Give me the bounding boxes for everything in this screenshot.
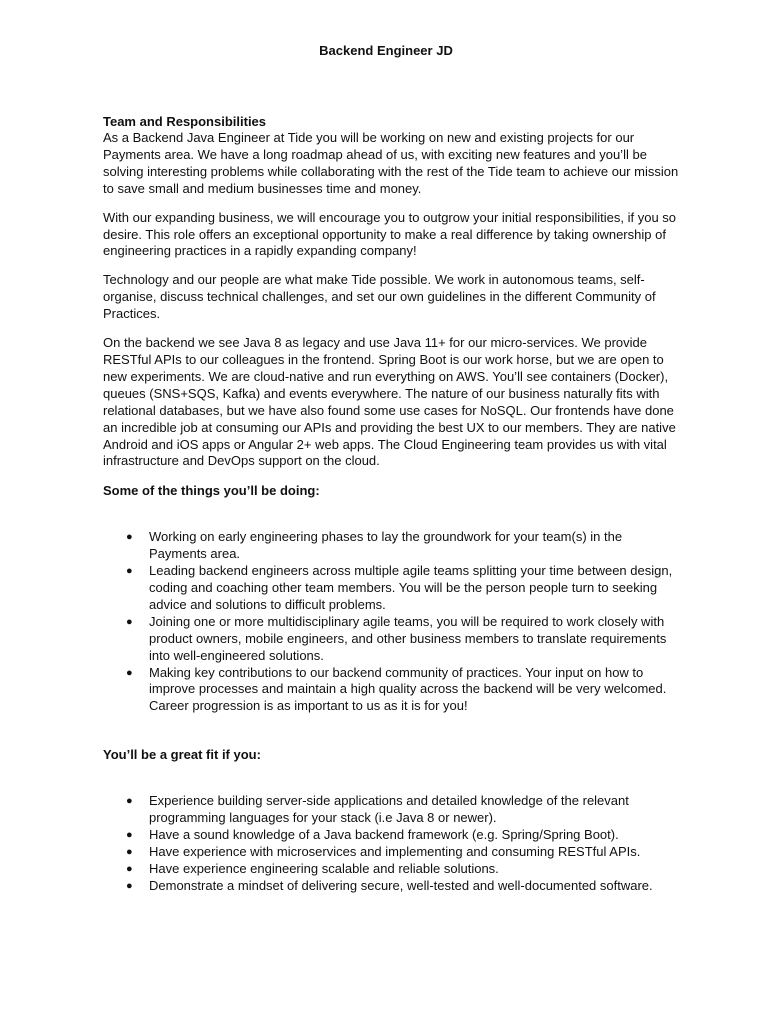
list-item-text: Making key contributions to our backend community of practices. Your input on how to improve processes and maintain a high quality across the backend will be very welcomed. Career progression is as important to us as it is for you! xyxy=(149,664,667,714)
list-item xyxy=(126,844,683,861)
list-item-text: Have experience with microservices and implementing and consuming RESTful APIs. xyxy=(149,844,641,859)
list-item xyxy=(126,563,683,614)
document-body xyxy=(103,113,683,926)
team-section-heading: Team and Responsibilities xyxy=(103,114,267,129)
page-title: Backend Engineer JD xyxy=(319,43,453,58)
fit-section-heading: You’ll be a great fit if you: xyxy=(103,747,261,763)
team-paragraph: On the backend we see Java 8 as legacy and use Java 11+ for our micro-services. We provide RESTful APIs to our colleagues in the frontend. Spring Boot is our work horse, but we are open to new experiments. We are cloud-native and run everything on AWS. You’ll see containers (Docker), queues (SNS+SQS, Kafka) and events everywhere. The nature of our business naturally fits with relational databases, but we have also found some use cases for NoSQL. Our frontends have done an incredible job at consuming our APIs and providing the best UX to our members. They are native Android and iOS apps or Angular 2+ web apps. The Cloud Engineering team provides us with vital infrastructure and DevOps support on the cloud. xyxy=(103,335,676,469)
team-paragraph: Technology and our people are what make Tide possible. We work in autonomous teams, self-organise, discuss technical challenges, and set our own guidelines in the different Community of Practices. xyxy=(103,272,656,322)
bullet-icon: ● xyxy=(126,829,133,842)
bullet-icon: ● xyxy=(126,795,133,808)
list-item-text: Demonstrate a mindset of delivering secure, well-tested and well-documented software. xyxy=(149,877,653,893)
bullet-icon: ● xyxy=(126,862,133,875)
doing-list xyxy=(103,529,683,715)
bullet-icon: ● xyxy=(126,846,133,858)
list-item-text: Experience building server-side applications and detailed knowledge of the relevant programming languages for your stack (i.e Java 8 or newer). xyxy=(149,793,629,826)
bullet-icon: ● xyxy=(126,666,133,679)
team-paragraph: With our expanding business, we will encourage you to outgrow your initial responsibilities, if you so desire. This role offers an exceptional opportunity to make a real difference by taking ownership of engineering practices in a rapidly expanding company! xyxy=(103,209,677,259)
list-item xyxy=(126,877,683,895)
list-item-text: Joining one or more multidisciplinary agile teams, you will be required to work closely with product owners, mobile engineers, and other business members to translate requirements into well-engineered solutions. xyxy=(149,613,667,663)
list-item xyxy=(126,664,683,716)
list-item-text: Have a sound knowledge of a Java backend framework (e.g. Spring/Spring Boot). xyxy=(149,827,619,843)
list-item xyxy=(126,613,683,665)
list-item-text: Have experience engineering scalable and reliable solutions. xyxy=(149,860,499,876)
list-item xyxy=(126,827,683,844)
bullet-icon: ● xyxy=(126,879,133,892)
list-item xyxy=(126,793,683,827)
fit-list xyxy=(103,793,683,894)
list-item xyxy=(126,529,683,563)
team-paragraph: As a Backend Java Engineer at Tide you will be working on new and existing projects for our Payments area. We have a long roadmap ahead of us, with exciting new features and you’ll be solving interesting problems while collaborating with the rest of the Tide team to achieve our mission to save small and medium businesses time and money. xyxy=(103,130,679,196)
bullet-icon: ● xyxy=(126,531,133,544)
doing-section-heading: Some of the things you’ll be doing: xyxy=(103,483,320,499)
list-item-text: Working on early engineering phases to lay the groundwork for your team(s) in the Payments area. xyxy=(149,529,623,562)
bullet-icon: ● xyxy=(126,615,133,628)
list-item xyxy=(126,860,683,878)
list-item-text: Leading backend engineers across multiple agile teams splitting your time between design, coding and coaching other team members. You will be the person people turn to seeking advice and solutions to difficult problems. xyxy=(149,563,673,612)
bullet-icon: ● xyxy=(126,565,133,578)
